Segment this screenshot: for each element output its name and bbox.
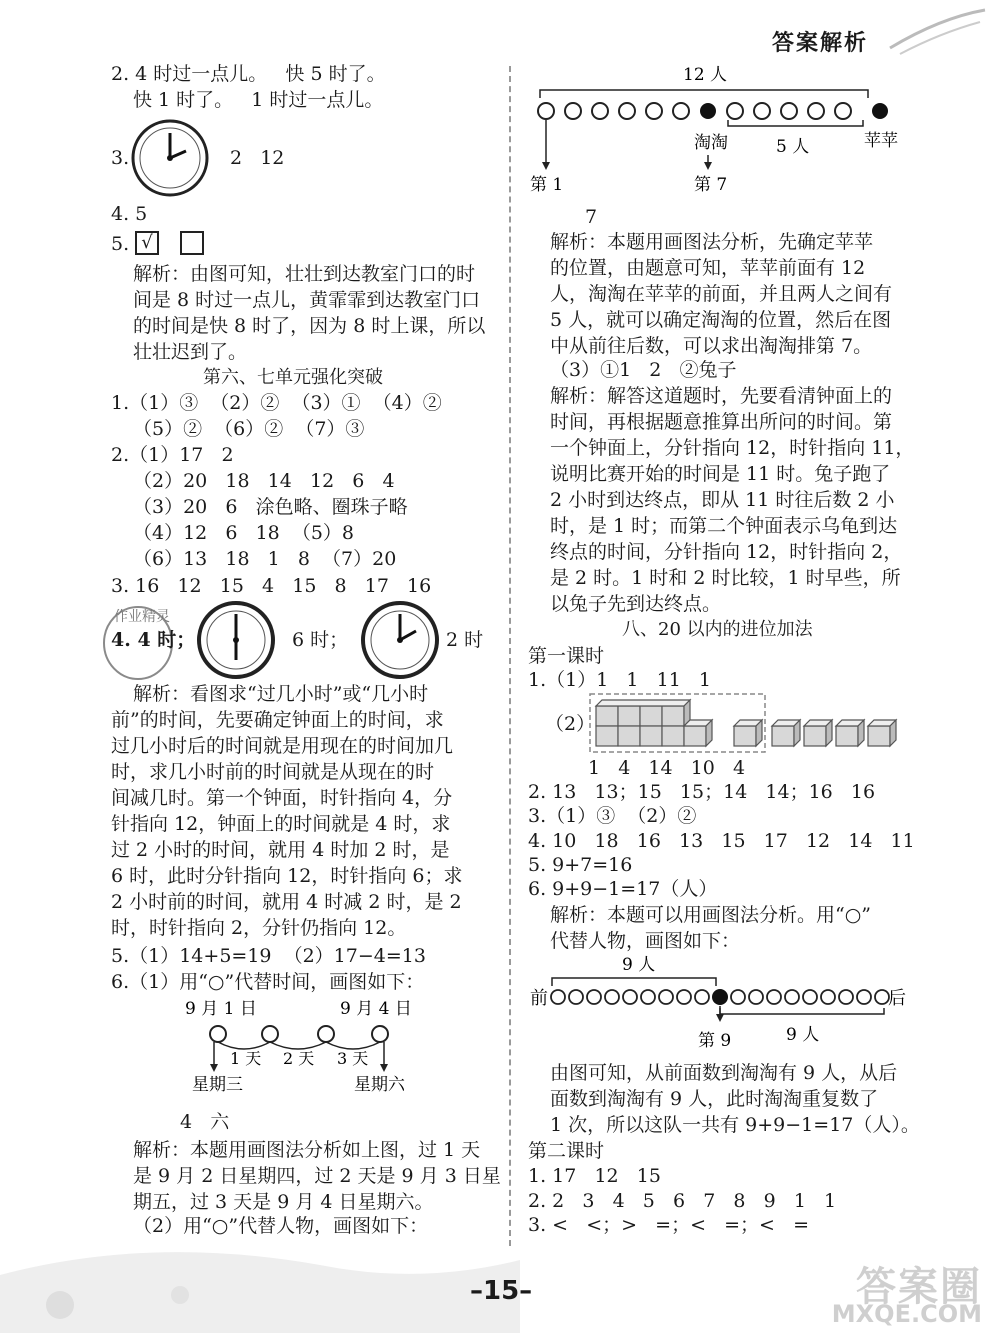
- analysis2-line9: 2 小时前的时间，就用 4 时减 2 时，是 2: [111, 891, 462, 913]
- r-q2: 2. 13 13；15 15；14 14；16 16: [528, 781, 876, 803]
- watermark-logo: 答案圈: [856, 1264, 982, 1310]
- analysis5-line2: 时间，再根据题意推算出所问的时间。第: [550, 411, 893, 433]
- r-q1-2-label: （2）: [545, 713, 596, 735]
- analysis4-line4: 5 人，就可以确定淘淘的位置，然后在图: [550, 309, 892, 331]
- analysis2-line3: 过几小时后的时间就是用现在的时间加几: [111, 735, 454, 757]
- analysis4-line2: 的位置，由题意可知，苹苹前面有 12: [550, 257, 866, 279]
- clock-icon: [360, 600, 442, 680]
- analysis5-line3: 一个钟面上，分针指向 12，时针指向 11，: [550, 437, 915, 459]
- cube-diagram: [588, 692, 898, 754]
- analysis3-line3: 期五，过 3 天是 9 月 4 日星期六。: [133, 1191, 434, 1213]
- q3-answer: （3）①1 2 ②兔子: [550, 359, 737, 381]
- q2-line2: （2）20 18 14 12 6 4: [133, 470, 395, 492]
- queue-diagram: [528, 60, 908, 200]
- stamp-text: 作业精灵: [114, 609, 170, 625]
- pingping-label: 苹苹: [864, 131, 898, 151]
- l2-q3: 3. < <；> =；< =；< =: [528, 1214, 810, 1236]
- day2-label: 2 天: [283, 1049, 315, 1068]
- analysis3-line1: 解析：本题用画图法分析如上图，过 1 天: [133, 1139, 481, 1161]
- analysis5-line4: 说明比赛开始的时间是 11 时。兔子跑了: [550, 463, 891, 485]
- q2-line4: （4）12 6 18 （5）8: [133, 522, 355, 544]
- r-q3: 3.（1）③ （2）②: [528, 805, 697, 827]
- analysis1-line3: 的时间是快 8 时了，因为 8 时上课，所以: [133, 315, 486, 337]
- answer-7: 7: [585, 206, 598, 228]
- r-q4: 4. 10 18 16 13 15 17 12 14 11: [528, 830, 915, 852]
- item4: 4. 5: [111, 203, 148, 225]
- q1-line1: 1.（1）③ （2）② （3）① （4）②: [111, 392, 442, 414]
- clock-icon: [196, 600, 278, 680]
- analysis2-line1: 解析：看图求“过几小时”或“几小时: [133, 683, 429, 705]
- analysis2-line10: 时，时针指向 2，分针仍指向 12。: [111, 917, 407, 939]
- analysis5-line7: 终点的时间，分针指向 12，时针指向 2，: [550, 541, 903, 563]
- weekday-start: 星期三: [192, 1075, 243, 1095]
- q6-answer: 4 六: [180, 1111, 230, 1133]
- analysis1-line2: 间是 8 时过一点儿，黄霏霏到达教室门口: [133, 289, 481, 311]
- header-title: 答案解析: [772, 31, 869, 56]
- seventh-label: 第 7: [694, 175, 728, 195]
- section-title: 第六、七单元强化突破: [203, 367, 383, 388]
- item2-line2: 快 1 时了。 1 时过一点儿。: [133, 89, 384, 111]
- analysis5-line5: 2 小时到达终点，即从 11 时往后数 2 小: [550, 489, 895, 511]
- date-label-end: 9 月 4 日: [340, 999, 412, 1019]
- q4-end: 2 时: [446, 629, 484, 651]
- item2-line1: 2. 4 时过一点儿。 快 5 时了。: [111, 63, 386, 85]
- analysis3-line2: 是 9 月 2 日星期四，过 2 天是 9 月 3 日星: [133, 1165, 501, 1187]
- r-q1-2-values: 1 4 14 10 4: [588, 757, 746, 779]
- gap-label: 5 人: [776, 137, 810, 157]
- back-label: 后: [888, 988, 906, 1009]
- q5: 5.（1）14+5=19 （2）17−4=13: [111, 945, 426, 967]
- analysis4-line1: 解析：本题用画图法分析，先确定苹苹: [550, 231, 874, 253]
- analysis6-line2: 代替人物，画图如下：: [550, 930, 741, 952]
- column-divider: [509, 66, 511, 1246]
- analysis2-line5: 间减几时。第一个钟面，时针指向 4，分: [111, 787, 453, 809]
- top-count-label: 9 人: [622, 955, 656, 975]
- q4-label: 4. 4 时；: [111, 629, 196, 651]
- lesson1-title: 第一课时: [528, 645, 605, 667]
- weekday-end: 星期六: [354, 1075, 405, 1095]
- date-label-start: 9 月 1 日: [185, 999, 257, 1019]
- q1-line2: （5）② （6）② （7）③: [133, 418, 365, 440]
- q6-line1: 6.（1）用“○”代替时间，画图如下：: [111, 971, 425, 993]
- r-q1-1: 1.（1）1 1 11 1: [528, 669, 712, 691]
- q2-line3: （3）20 6 涂色略、圈珠子略: [133, 496, 408, 518]
- analysis5-line1: 解析：解答这道题时，先要看清钟面上的: [550, 385, 893, 407]
- day1-label: 1 天: [230, 1049, 262, 1068]
- item5-label: 5.: [111, 233, 130, 255]
- checked-box: √: [135, 231, 159, 255]
- r-q6: 6. 9+9−1=17（人）: [528, 878, 718, 900]
- l2-q2: 2. 2 3 4 5 6 7 8 9 1 1: [528, 1190, 837, 1212]
- item3-values: 2 12: [230, 147, 285, 169]
- analysis4-line5: 中从前往后数，可以求出淘淘排第 7。: [550, 335, 873, 357]
- date-diagram: [180, 994, 440, 1098]
- taotao-label: 淘淘: [694, 133, 728, 153]
- item3-label: 3.: [111, 147, 130, 169]
- q2-line1: 2.（1）17 2: [111, 444, 234, 466]
- front-label: 前: [530, 988, 548, 1009]
- clock-icon: [130, 118, 212, 198]
- line-diagram: [528, 950, 908, 1054]
- analysis2-line7: 过 2 小时的时间，就用 4 时加 2 时，是: [111, 839, 450, 861]
- empty-box: [180, 231, 204, 255]
- analysis2-line2: 前”的时间，先要确定钟面上的时间，求: [111, 709, 444, 731]
- bottom-count-label: 9 人: [786, 1025, 820, 1045]
- q4-mid: 6 时；: [292, 629, 349, 651]
- analysis2-line6: 针指向 12，钟面上的时间就是 4 时，求: [111, 813, 451, 835]
- analysis7-line1: 由图可知，从前面数到淘淘有 9 人，从后: [550, 1062, 898, 1084]
- analysis5-line8: 是 2 时。1 时和 2 时比较，1 时早些，所: [550, 567, 901, 589]
- q3: 3. 16 12 15 4 15 8 17 16: [111, 575, 432, 597]
- analysis2-line8: 6 时，此时分针指向 12，时针指向 6；求: [111, 865, 463, 887]
- analysis4-line3: 人，淘淘在苹苹的前面，并且两人之间有: [550, 283, 893, 305]
- analysis7-line2: 面数到淘淘有 9 人，此时淘淘重复数了: [550, 1088, 879, 1110]
- section8-title: 八、20 以内的进位加法: [622, 619, 813, 640]
- page-number: –15–: [470, 1276, 533, 1306]
- header-decoration: [880, 8, 990, 58]
- lesson2-title: 第二课时: [528, 1140, 605, 1162]
- analysis2-line4: 时，求几小时前的时间就是从现在的时: [111, 761, 435, 783]
- r-q5: 5. 9+7=16: [528, 854, 633, 876]
- q6-part2: （2）用“○”代替人物，画图如下：: [133, 1215, 429, 1237]
- analysis6-line1: 解析：本题可以用画图法分析。用“○”: [550, 904, 872, 926]
- total-label: 12 人: [683, 65, 728, 85]
- day3-label: 3 天: [337, 1049, 369, 1068]
- analysis5-line6: 时，是 1 时；而第二个钟面表示乌龟到达: [550, 515, 898, 537]
- ninth-label: 第 9: [698, 1031, 732, 1051]
- analysis7-line3: 1 次，所以这队一共有 9+9−1=17（人）。: [550, 1114, 920, 1136]
- analysis1-line1: 解析：由图可知，壮壮到达教室门口的时: [133, 263, 476, 285]
- q2-line5: （6）13 18 1 8 （7）20: [133, 548, 397, 570]
- analysis1-line4: 壮壮迟到了。: [133, 341, 248, 363]
- first-label: 第 1: [530, 175, 564, 195]
- watermark-url: MXQE.COM: [831, 1300, 982, 1328]
- analysis5-line9: 以兔子先到达终点。: [550, 593, 722, 615]
- l2-q1: 1. 17 12 15: [528, 1165, 661, 1187]
